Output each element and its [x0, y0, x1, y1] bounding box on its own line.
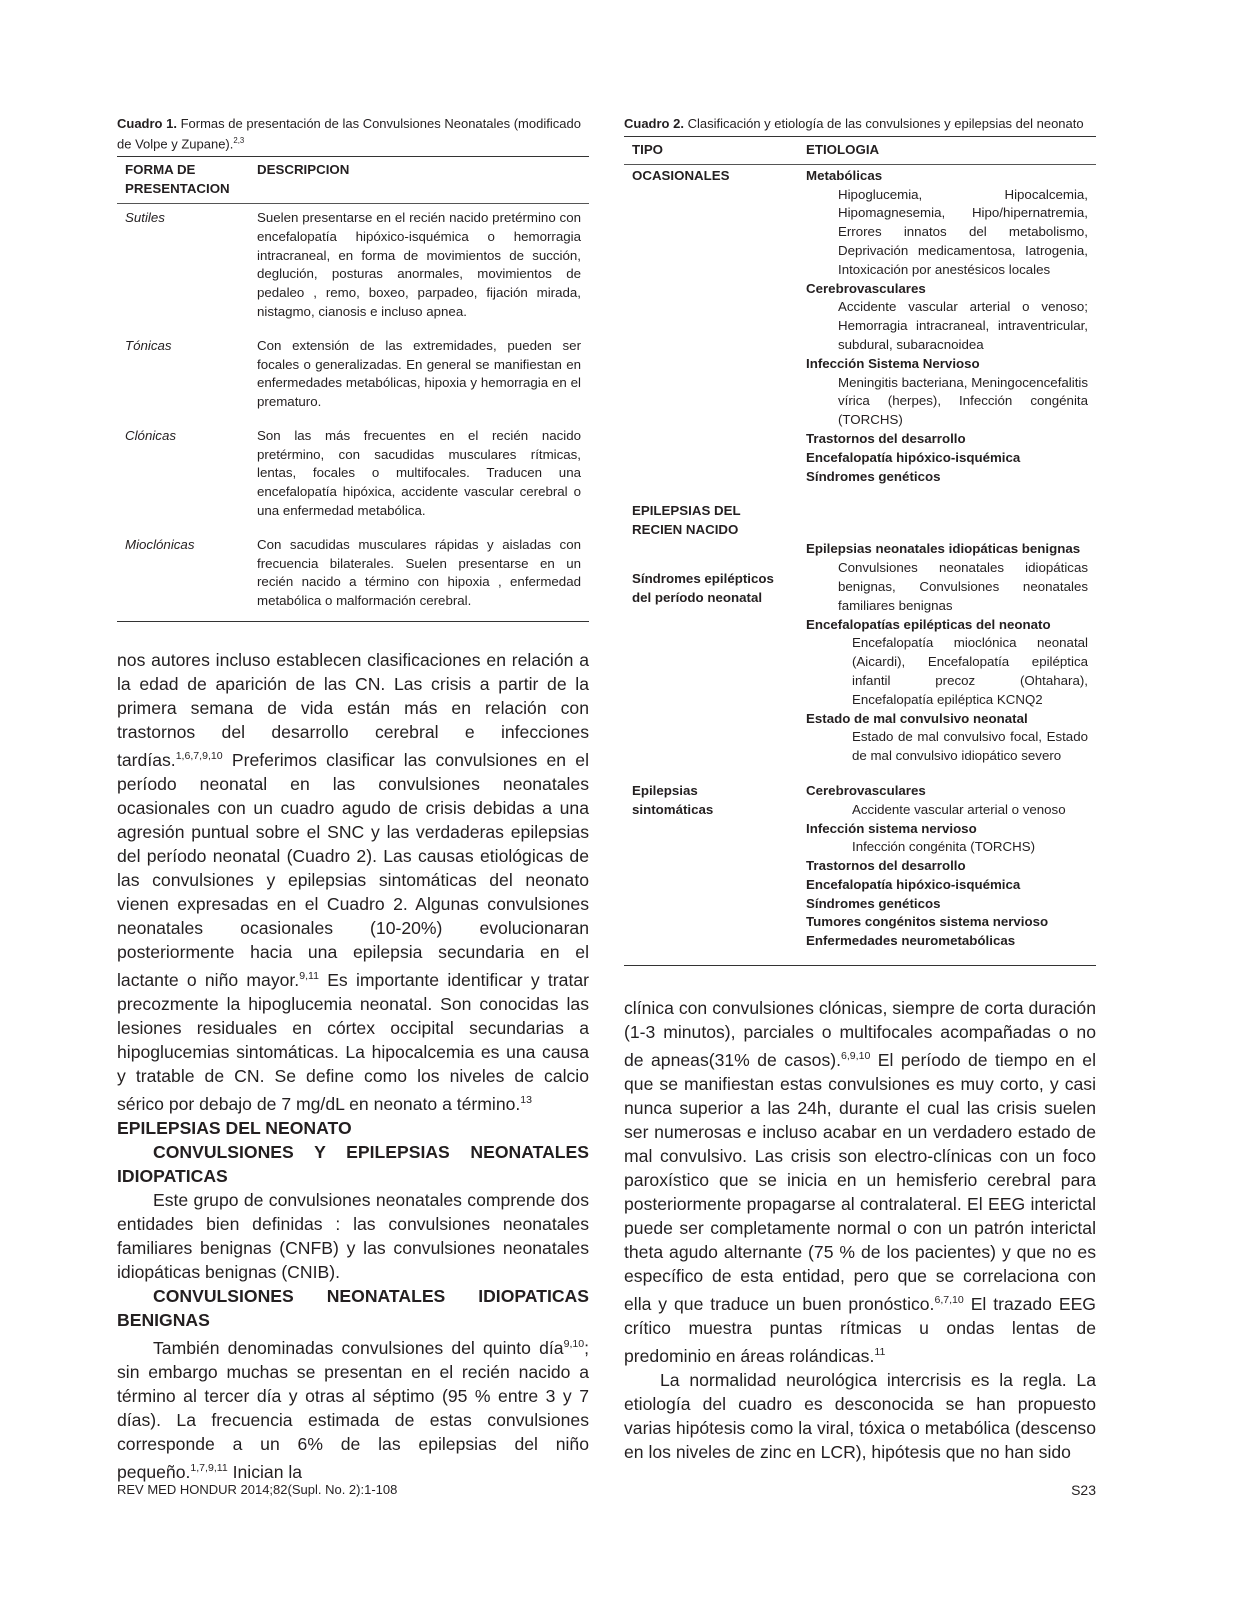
right-paragraph-2: La normalidad neurológica intercrisis es la regla. La etiología del cuadro es desconocida se han propuesto varias hipótesis como la viral, tóxica o metabólica (descenso en los niveles de zinc en LCR), hipótesis que no han sido	[624, 1369, 1096, 1462]
forma-cell: Tónicas	[125, 337, 172, 353]
cuadro1-header-descripcion: DESCRIPCION	[257, 162, 350, 178]
subsection-heading: CONVULSIONES NEONATALES IDIOPATICAS BENIGNAS	[117, 1285, 589, 1330]
cuadro1-table	[117, 156, 589, 622]
category: Encefalopatía hipóxico-isquémica	[806, 449, 1021, 465]
citation: 9,10	[563, 1337, 585, 1350]
category-items: Hipoglucemia, Hipocalcemia, Hipomagnesemia, Hipo/hipernatremia, Errores innatos del metabolismo, Deprivación medicamentosa, Iatrogenia, Intoxicación por anestésicos locales	[838, 186, 1088, 277]
tipo-cell: Epilepsias sintomáticas	[632, 782, 714, 817]
category-items: Accidente vascular arterial o venoso	[852, 801, 1066, 817]
citation: 1,7,9,11	[190, 1461, 228, 1474]
cuadro2-header-row	[624, 137, 1096, 165]
left-body-text	[117, 648, 589, 1483]
table-row	[624, 780, 1096, 966]
descripcion-cell: Son las más frecuentes en el recién nacido pretérmino, con sacudidas musculares rítmicas, lentas, focales o multifocales. Traducen una encefalopatía hipóxica, accidente vascular cerebral o una enfermedad metabólica.	[257, 427, 581, 519]
category: Cerebrovasculares	[806, 280, 926, 296]
category: Trastornos del desarrollo	[806, 858, 966, 874]
left-paragraph-2: Este grupo de convulsiones neonatales comprende dos entidades bien definidas : las convulsiones neonatales familiares benignas (CNFB) y las convulsiones neonatales idiopáticas benignas (CNIB).	[117, 1189, 589, 1282]
forma-cell: Sutiles	[125, 209, 165, 225]
citation: 9,11	[299, 969, 319, 982]
category-items: Estado de mal convulsivo focal, Estado de mal convulsivo idiopático severo	[852, 729, 1088, 764]
right-column	[624, 115, 1096, 1464]
citation: 6,9,10	[841, 1050, 871, 1063]
category-items: Meningitis bacteriana, Meningocencefalitis vírica (herpes), Infección congénita (TORCHS)	[838, 374, 1088, 428]
etiologia-cell	[798, 500, 1096, 780]
category: Enfermedades neurometabólicas	[806, 933, 1016, 949]
category: Encefalopatías epilépticas del neonato	[806, 616, 1051, 632]
category: Síndromes genéticos	[806, 468, 941, 484]
subsection-heading: CONVULSIONES Y EPILEPSIAS NEONATALES IDIOPATICAS	[117, 1141, 589, 1186]
etiologia-cell	[798, 164, 1096, 500]
cuadro1-caption	[117, 115, 589, 152]
category: Infección Sistema Nervioso	[806, 355, 980, 371]
category: Trastornos del desarrollo	[806, 430, 966, 446]
left-paragraph-1	[117, 648, 589, 1116]
page-number: S23	[1071, 1482, 1096, 1498]
table-row	[624, 164, 1096, 500]
cuadro1-header-forma: FORMA DE PRESENTACION	[125, 162, 230, 197]
table-row	[117, 531, 589, 622]
left-column	[117, 115, 589, 1483]
category: Encefalopatía hipóxico-isquémica	[806, 876, 1021, 892]
journal-footer: REV MED HONDUR 2014;82(Supl. No. 2):1-108	[117, 1482, 398, 1497]
cuadro2-table	[624, 136, 1096, 966]
cuadro1-caption-text: Formas de presentación de las Convulsiones Neonatales (modificado de Volpe y Zupane).	[117, 116, 581, 152]
category: Metabólicas	[806, 167, 883, 183]
cuadro2-header-etiologia: ETIOLOGIA	[806, 142, 880, 157]
table-row	[624, 500, 1096, 780]
table-row	[117, 422, 589, 531]
cuadro1-header-row	[117, 157, 589, 204]
citation: 11	[874, 1345, 886, 1358]
text-span: Inician la	[227, 1461, 303, 1482]
cuadro1-label: Cuadro 1.	[117, 116, 177, 131]
citation: 1,6,7,9,10	[175, 750, 223, 763]
tipo-sublabel: Síndromes epilépticos del período neonatal	[632, 570, 774, 605]
cuadro1-caption-refs: 2,3	[233, 136, 245, 145]
table-row	[117, 203, 589, 331]
left-paragraph-3	[117, 1332, 589, 1484]
tipo-cell: OCASIONALES	[632, 167, 730, 183]
cuadro2-caption-text: Clasificación y etiología de las convulsiones y epilepsias del neonato	[687, 116, 1084, 131]
text-span: El trazado EEG crítico muestra puntas rítmicas u ondas lentas de predominio en áreas rolándicas.	[624, 1293, 1096, 1366]
text-span: nos autores incluso establecen clasificaciones en relación a la edad de aparición de las CN. Las crisis a partir de la primera semana de vida están más en relación con trastornos del desarrollo cerebral e infecciones tardías.	[117, 650, 589, 770]
category: Estado de mal convulsivo neonatal	[806, 710, 1028, 726]
forma-cell: Mioclónicas	[125, 536, 195, 552]
category: Síndromes genéticos	[806, 895, 941, 911]
category: Tumores congénitos sistema nervioso	[806, 914, 1049, 930]
text-span: También denominadas convulsiones del quinto día	[153, 1337, 564, 1358]
category-items: Convulsiones neonatales idiopáticas benignas, Convulsiones neonatales familiares benignas	[838, 560, 1088, 613]
right-paragraph-1	[624, 996, 1096, 1368]
forma-cell: Clónicas	[125, 427, 176, 443]
category-items: Encefalopatía mioclónica neonatal (Aicardi), Encefalopatía epiléptica infantil precoz (Ohtahara), Encefalopatía epiléptica KCNQ2	[852, 635, 1088, 707]
category: Infección sistema nervioso	[806, 820, 977, 836]
text-span: Preferimos clasificar las convulsiones en el período neonatal en las convulsiones neonatales ocasionales con un cuadro agudo de crisis debidas a una agresión puntual sobre el SNC y las verdaderas epilepsias del período neonatal (Cuadro 2). Las causas etiológicas de las convulsiones y epilepsias sintomáticas del neonato vienen expresadas en el Cuadro 2. Algunas convulsiones neonatales ocasionales (10-20%) evolucionaran posteriormente hacia una epilepsia secundaria en el lactante o niño mayor.	[117, 749, 589, 990]
cuadro2-caption	[624, 115, 1096, 132]
descripcion-cell: Con extensión de las extremidades, pueden ser focales o generalizadas. En general se manifiestan en enfermedades metabólicas, hipoxia y hemorragia en el prematuro.	[257, 337, 581, 410]
citation: 13	[520, 1093, 533, 1106]
table-row	[117, 332, 589, 422]
text-span: ; sin embargo muchas se presentan en el recién nacido a término al tercer día y otras al séptimo (95 % entre 3 y 7 días). La frecuencia estimada de estas convulsiones corresponde a un 6% de las epilepsias del niño pequeño.	[117, 1337, 589, 1482]
tipo-label: EPILEPSIAS DEL RECIEN NACIDO	[632, 503, 741, 538]
descripcion-cell: Con sacudidas musculares rápidas y aisladas con frecuencia bilaterales. Suelen presentarse en un recién nacido a término con hipoxia , enfermedad metabólica o malformación cerebral.	[257, 536, 581, 609]
text-span: clínica con convulsiones clónicas, siempre de corta duración (1-3 minutos), parciales o multifocales acompañadas o no de apneas(31% de casos).	[624, 998, 1096, 1070]
tipo-cell	[624, 500, 798, 780]
cuadro2-header-tipo: TIPO	[632, 142, 664, 157]
section-heading: EPILEPSIAS DEL NEONATO	[117, 1117, 352, 1138]
citation: 6,7,10	[934, 1293, 964, 1306]
cuadro2-label: Cuadro 2.	[624, 116, 684, 131]
category: Epilepsias neonatales idiopáticas benignas	[806, 541, 1081, 557]
right-body-text	[624, 996, 1096, 1464]
text-span: Es importante identificar y tratar precozmente la hipoglucemia neonatal. Son conocidas las lesiones residuales en córtex occipital secundarias a hipoglucemias sintomáticas. La hipocalcemia es una causa y tratable de CN. Se define como los niveles de calcio sérico por debajo de 7 mg/dL en neonato a término.	[117, 969, 589, 1114]
text-span: El período de tiempo en el que se manifiestan estas convulsiones es muy corto, y casi nunca superior a las 24h, durante el cual las crisis suelen ser numerosas e incluso acabar en un verdadero estado de mal convulsivo. Las crisis son electro-clínicas con un foco paroxístico que se inicia en un hemisferio cerebral para posteriormente propagarse al contralateral. El EEG interictal puede ser completamente normal o con un patrón interictal theta agudo alternante (75 % de los pacientes) y que no es específico de esta entidad, pero que se correlaciona con ella y que traduce un buen pronóstico.	[624, 1049, 1096, 1314]
etiologia-cell	[798, 780, 1096, 966]
category-items: Accidente vascular arterial o venoso; Hemorragia intracraneal, intraventricular, subdural, subaracnoidea	[838, 299, 1088, 352]
descripcion-cell: Suelen presentarse en el recién nacido pretérmino con encefalopatía hipóxico-isquémica o hemorragia intracraneal, en forma de movimientos de succión, deglución, posturas anormales, movimientos de pedaleo , remo, boxeo, parpadeo, fijación mirada, nistagmo, cianosis e incluso apnea.	[257, 209, 581, 319]
category-items: Infección congénita (TORCHS)	[852, 839, 1036, 855]
category: Cerebrovasculares	[806, 782, 926, 798]
